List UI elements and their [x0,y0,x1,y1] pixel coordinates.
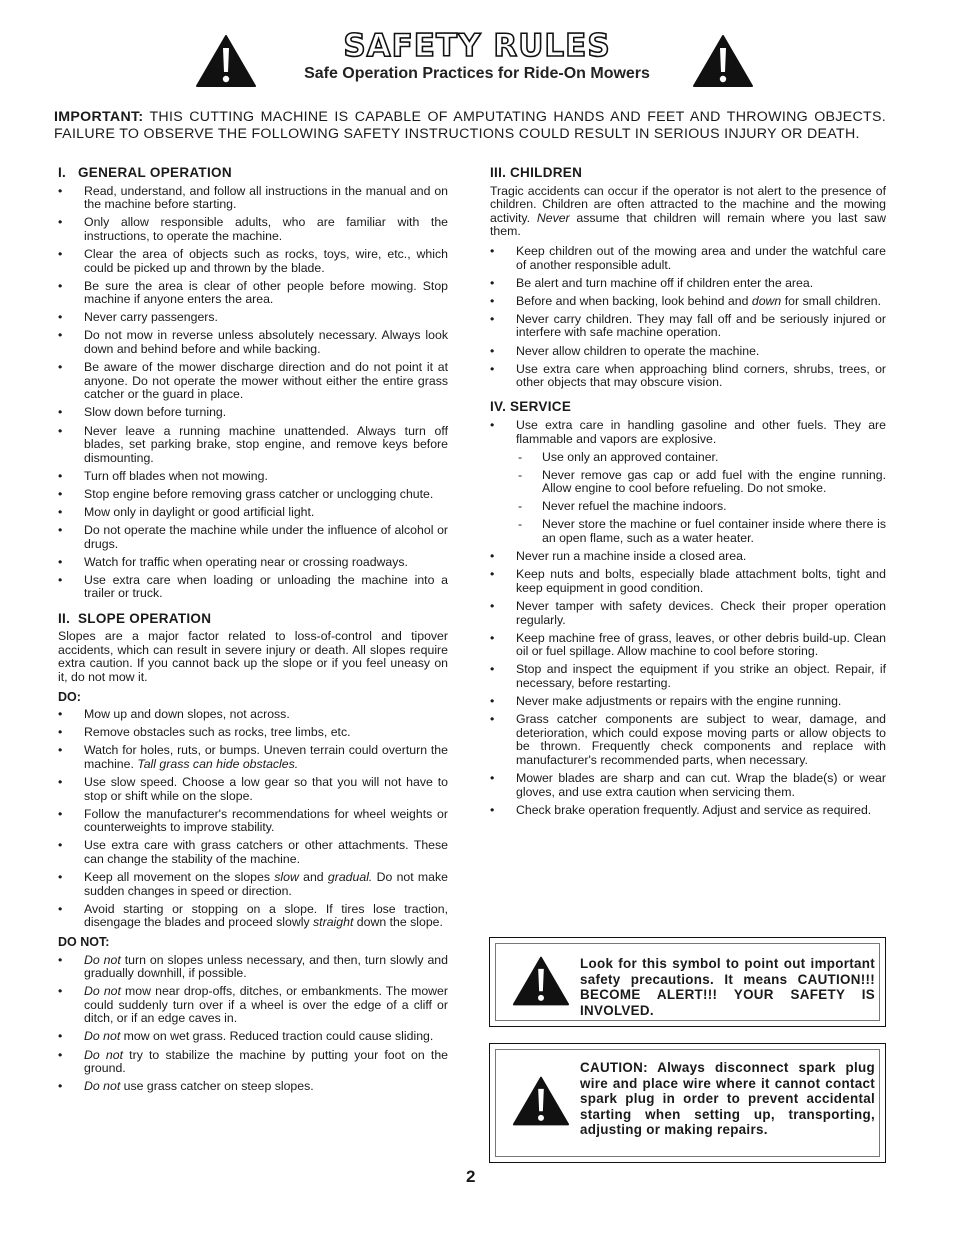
list-item: • Remove obstacles such as rocks, tree limbs, etc. [58,726,448,740]
list-item: • Check brake operation frequently. Adjust and service as required. [490,804,886,818]
caution-notice [489,1043,886,1163]
list-item: • Never carry passengers. [58,311,448,325]
important-label: IMPORTANT: [54,109,144,125]
warning-triangle-icon [512,954,570,1008]
list-item: • Never run a machine inside a closed area. [490,550,886,564]
list-item: • Clear the area of objects such as rocks, toys, wire, etc., which could be picked up and thrown by the blade. [58,248,448,275]
list-item: • Only allow responsible adults, who are familiar with the instructions, to operate the machine. [58,216,448,243]
list-item: • Mow only in daylight or good artificial light. [58,506,448,520]
list-item: • Keep nuts and bolts, especially blade attachment bolts, tight and keep equipment in good condition. [490,568,886,595]
do-not-list [58,954,448,1094]
list-item: • Keep all movement on the slopes slow and gradual. Do not make sudden changes in speed or direction. [58,871,448,898]
list-item: • Do not use grass catcher on steep slopes. [58,1080,448,1094]
list-subitem: - Never refuel the machine indoors. [490,500,886,514]
list-item: • Never allow children to operate the machine. [490,345,886,359]
list-item: • Avoid starting or stopping on a slope. If tires lose traction, disengage the blades and proceed slowly straight down the slope. [58,903,448,930]
section-heading-service: IV. SERVICE [490,399,572,415]
list-item: • Never make adjustments or repairs with the engine running. [490,695,886,709]
important-notice [54,109,886,143]
list-item: • Follow the manufacturer's recommendations for wheel weights or counterweights to improve stability. [58,808,448,835]
list-item: • Stop and inspect the equipment if you strike an object. Repair, if necessary, before restarting. [490,663,886,690]
do-label: DO: [58,689,81,704]
list-item: • Turn off blades when not mowing. [58,470,448,484]
list-item: • Never leave a running machine unattended. Always turn off blades, set parking brake, stop engine, and remove keys before dismounting. [58,425,448,466]
warning-triangle-icon [692,34,754,88]
list-subitem: - Never store the machine or fuel container inside where there is an open flame, such as a water heater. [490,518,886,545]
list-item: • Stop engine before removing grass catcher or unclogging chute. [58,488,448,502]
list-item: • Use extra care when approaching blind corners, shrubs, trees, or other objects that may obscure vision. [490,363,886,390]
list-item: • Do not try to stabilize the machine by putting your foot on the ground. [58,1049,448,1076]
page-title: SAFETY RULES [343,28,611,64]
list-item: • Be sure the area is clear of other people before mowing. Stop machine if anyone enters the area. [58,280,448,307]
list-item: • Watch for traffic when operating near or crossing roadways. [58,556,448,570]
list-item: • Do not mow near drop-offs, ditches, or embankments. The mower could suddenly turn over if a wheel is over the edge of a cliff or ditch, or if an edge caves in. [58,985,448,1026]
list-item: • Use extra care in handling gasoline and other fuels. They are flammable and vapors are explosive. [490,419,886,446]
list-item: • Do not mow in reverse unless absolutely necessary. Always look down and behind before and while backing. [58,329,448,356]
right-column [490,166,886,822]
section-heading-general: I. GENERAL OPERATION [58,165,232,180]
list-item: • Read, understand, and follow all instructions in the manual and on the machine before starting. [58,185,448,212]
left-column [58,166,448,1098]
list-item: • Mow up and down slopes, not across. [58,708,448,722]
page-header [0,28,954,98]
service-list [490,419,886,817]
children-intro: Tragic accidents can occur if the operator is not alert to the presence of children. Children are often attracted to the machine and the mowing activity. Never assume that children will remain where you last saw them. [490,183,886,239]
page-subtitle: Safe Operation Practices for Ride-On Mowers [304,65,650,82]
list-item: • Keep children out of the mowing area and under the watchful care of another responsible adult. [490,245,886,272]
do-not-label: DO NOT: [58,934,110,949]
list-item: • Do not operate the machine while under the influence of alcohol or drugs. [58,524,448,551]
slope-intro: Slopes are a major factor related to loss-of-control and tipover accidents, which can result in severe injury or death. All slopes require extra caution. If you cannot back up the slope or if you feel uneasy on it, do not mow it. [58,629,448,684]
list-item: • Use slow speed. Choose a low gear so that you will not have to stop or shift while on the slope. [58,776,448,803]
list-item: • Keep machine free of grass, leaves, or other debris build-up. Clean oil or fuel spillage. Allow machine to cool before storing. [490,632,886,659]
list-item: • Use extra care with grass catchers or other attachments. These can change the stability of the machine. [58,839,448,866]
list-item: • Never tamper with safety devices. Check their proper operation regularly. [490,600,886,627]
list-item: • Do not turn on slopes unless necessary, and then, turn slowly and gradually downhill, if possible. [58,954,448,981]
caution-text: CAUTION: Always disconnect spark plug wire and place wire where it cannot contact spark plug in order to prevent accidental starting when setting up, transporting, adjusting or making repairs. [580,1060,875,1137]
safety-symbol-notice [489,937,886,1027]
list-item: • Be aware of the mower discharge direction and do not point it at anyone. Do not operate the mower without either the entire grass catcher or the guard in place. [58,361,448,402]
list-item: • Grass catcher components are subject to wear, damage, and deterioration, which could expose moving parts or allow objects to be thrown. Frequently check components and replace with manufacturer's recommended parts, when necessary. [490,713,886,767]
list-item: • Do not mow on wet grass. Reduced traction could cause sliding. [58,1030,448,1044]
section-heading-children: III. CHILDREN [490,165,583,180]
list-item: • Before and when backing, look behind and down for small children. [490,295,886,309]
do-list [58,708,448,930]
list-item: • Slow down before turning. [58,406,448,420]
section-heading-slope: II. SLOPE OPERATION [58,610,212,626]
children-list [490,245,886,390]
list-subitem: - Use only an approved container. [490,451,886,465]
list-item: • Use extra care when loading or unloading the machine into a trailer or truck. [58,574,448,601]
important-text: THIS CUTTING MACHINE IS CAPABLE OF AMPUTATING HANDS AND FEET AND THROWING OBJECTS. FAILURE TO OBSERVE THE FOLLOWING SAFETY INSTRUCTIONS COULD RESULT IN SERIOUS INJURY OR DEATH. [54,109,886,142]
list-item: • Be alert and turn machine off if children enter the area. [490,277,886,291]
list-item: • Mower blades are sharp and can cut. Wrap the blade(s) or wear gloves, and use extra caution when servicing them. [490,772,886,799]
list-item: • Watch for holes, ruts, or bumps. Uneven terrain could overturn the machine. Tall grass can hide obstacles. [58,744,448,771]
page-number: 2 [466,1167,476,1186]
list-subitem: - Never remove gas cap or add fuel with the engine running. Allow engine to cool before refueling. Do not smoke. [490,469,886,496]
warning-triangle-icon [512,1074,570,1128]
list-item: • Never carry children. They may fall off and be seriously injured or interfere with safe machine operation. [490,313,886,340]
safety-symbol-text: Look for this symbol to point out important safety precautions. It means CAUTION!!! BECOME ALERT!!! YOUR SAFETY IS INVOLVED. [580,956,875,1018]
general-list [58,185,448,601]
